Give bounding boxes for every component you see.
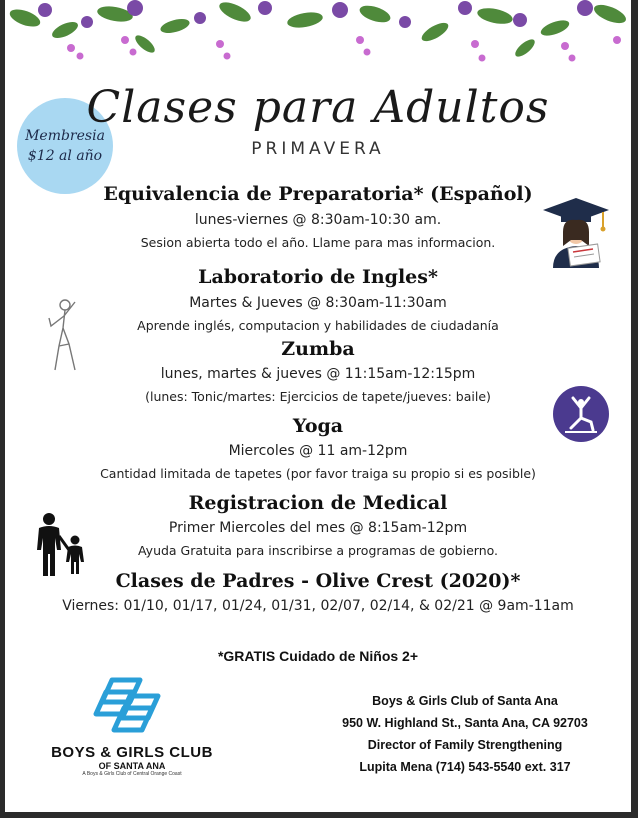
logo-sub: OF SANTA ANA xyxy=(98,761,166,771)
section-description: Ayuda Gratuita para inscribirse a programas de gobierno. xyxy=(137,543,499,558)
yoga-icon xyxy=(553,386,609,442)
class-section-ged xyxy=(5,180,631,254)
section-schedule: Miercoles @ 11 am-12pm xyxy=(228,443,408,459)
page-subtitle: PRIMAVERA xyxy=(251,139,385,159)
section-heading: Yoga xyxy=(292,415,344,437)
logo-tagline: A Boys & Girls Club of Central Orange Coast xyxy=(82,771,182,777)
flyer xyxy=(5,0,631,812)
section-schedule: lunes, martes & jueves @ 11:15am-12:15pm xyxy=(160,366,476,382)
section-schedule: Martes & Jueves @ 8:30am-11:30am xyxy=(189,295,447,311)
class-section-zumba xyxy=(5,336,631,408)
section-description: Cantidad limitada de tapetes (por favor traiga su propio si es posible) xyxy=(100,466,536,481)
logo-name: BOYS & GIRLS CLUB xyxy=(51,744,213,761)
section-schedule: lunes-viernes @ 8:30am-10:30 am. xyxy=(194,212,442,228)
badge-line1: Membresia xyxy=(25,128,105,144)
bgc-logo xyxy=(27,672,237,782)
contact-phone: Lupita Mena (714) 543-5540 ext. 317 xyxy=(359,760,571,774)
contact-role: Director of Family Strengthening xyxy=(367,738,563,752)
section-heading: Clases de Padres - Olive Crest (2020)* xyxy=(115,570,521,592)
contact-address: 950 W. Highland St., Santa Ana, CA 92703 xyxy=(342,716,588,730)
class-section-parenting xyxy=(5,568,631,618)
section-description: Sesion abierta todo el año. Llame para mas informacion. xyxy=(140,235,496,250)
section-schedule: Primer Miercoles del mes @ 8:15am-12pm xyxy=(168,520,468,536)
class-section-medical xyxy=(5,490,631,562)
section-heading: Equivalencia de Preparatoria* (Español) xyxy=(103,183,533,205)
contact-org: Boys & Girls Club of Santa Ana xyxy=(372,694,558,708)
bgc-logo-icon xyxy=(82,672,182,738)
section-description: (lunes: Tonic/martes: Ejercicios de tapete/jueves: baile) xyxy=(145,389,491,404)
section-description: Aprende inglés, computacion y habilidades de ciudadanía xyxy=(137,318,499,333)
parent-child-icon xyxy=(33,512,89,578)
contact-info xyxy=(335,690,595,778)
free-childcare-note: *GRATIS Cuidado de Niños 2+ xyxy=(217,648,419,664)
badge-line2: $12 al año xyxy=(27,148,103,164)
dancer-icon xyxy=(45,296,81,374)
flower-garland-icon xyxy=(5,0,631,70)
section-heading: Zumba xyxy=(281,338,355,360)
class-section-yoga xyxy=(5,413,631,485)
page-title: Clases para Adultos xyxy=(86,82,550,133)
class-section-english-lab xyxy=(5,263,631,337)
section-heading: Registracion de Medical xyxy=(188,492,448,514)
section-heading: Laboratorio de Ingles* xyxy=(198,266,438,288)
section-schedule: Viernes: 01/10, 01/17, 01/24, 01/31, 02/07, 02/14, & 02/21 @ 9am-11am xyxy=(62,598,574,614)
graduate-icon xyxy=(541,196,611,268)
